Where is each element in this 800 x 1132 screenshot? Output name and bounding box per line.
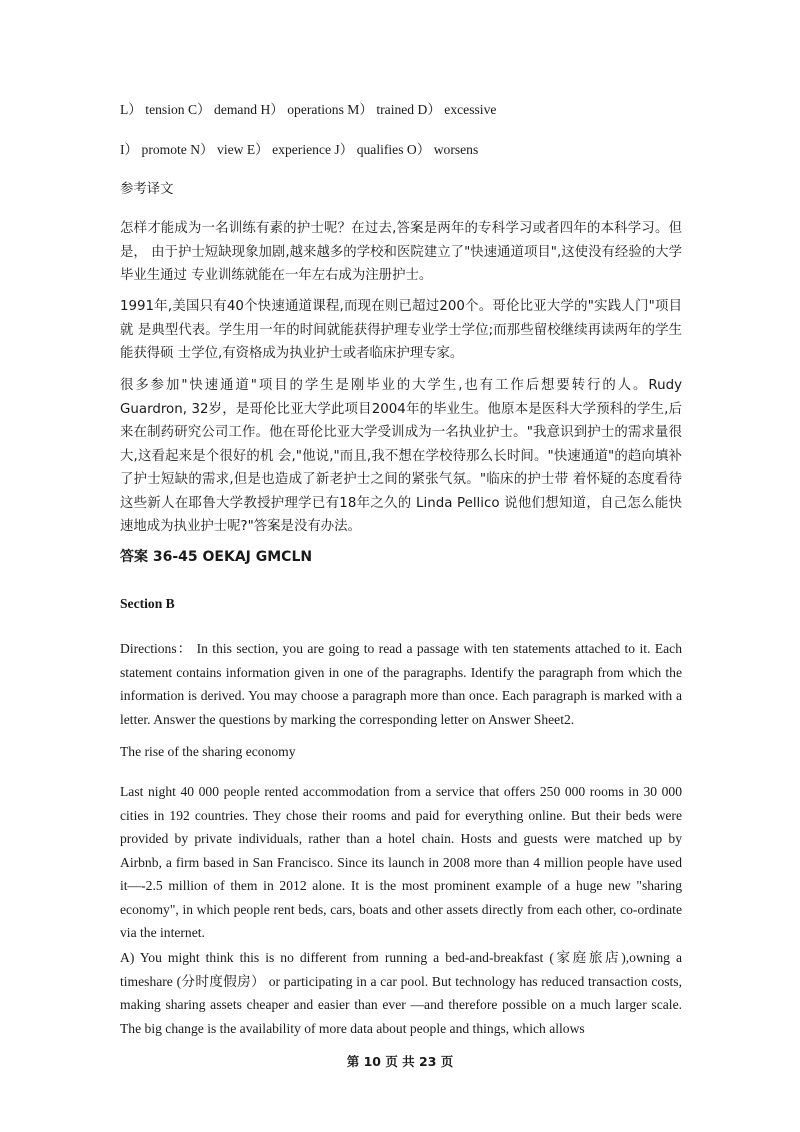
translation-paragraph-2: 1991年,美国只有40个快速通道课程,而现在则已超过200个。哥伦比亚大学的"实践人门"项目就 是典型代表。学生用一年的时间就能获得护理专业学士学位;而那些留校继续再读两年的学生能获得硕 士学位,有资格成为执业护士或者临床护理专家。 bbox=[120, 299, 682, 361]
answer-key: 答案 36-45 OEKAJ GMCLN bbox=[120, 549, 313, 565]
passage-intro-paragraph: Last night 40 000 people rented accommodation from a service that offers 250 000 rooms in 30 000 cities in 192 countries. They chose their rooms and paid for everything online. But their beds were provided by private individuals, rather than a hotel chain. Hosts and guests were matched up by Airbnb, a firm based in San Francisco. Since its launch in 2008 more than 4 million people have used it—-2.5 million of them in 2012 alone. It is the most prominent example of a huge new "sharing economy", in which people rent beds, cars, boats and other assets directly from each other, co-ordinate via the internet. bbox=[120, 784, 682, 940]
passage-title: The rise of the sharing economy bbox=[120, 744, 296, 759]
page-number-footer: 第 10 页 共 23 页 bbox=[346, 1054, 454, 1069]
directions-paragraph: Directions： In this section, you are going to read a passage with ten statements attached to it. Each statement contains information given in one of the paragraphs. Identify the paragraph from which the information is derived. You may choose a paragraph more than once. Each paragraph is marked with a letter. Answer the questions by marking the corresponding letter on Answer Sheet2. bbox=[120, 641, 682, 727]
translation-heading: 参考译文 bbox=[120, 182, 174, 197]
translation-paragraph-3: 很多参加"快速通道"项目的学生是刚毕业的大学生,也有工作后想要转行的人。Rudy Guardron, 32岁，是哥伦比亚大学此项目2004年的毕业生。他原本是医科大学预科的学生,后来在制药研究公司工作。他在哥伦比亚大学受训成为一名执业护士。"我意识到护士的需求量很大,这看起来是个很好的机 会,"他说,"而且,我不想在学校待那么长时间。"快速通道"的趋向填补了护士短缺的需求,但是也造成了新老护士之间的紧张气氛。"临床的护士带 着怀疑的态度看待这些新人在耶鲁大学教授护理学已有18年之久的 Linda Pellico 说他们想知道，自己怎么能快速地成为执业护士呢?"答案是没有办法。 bbox=[120, 378, 682, 534]
passage-paragraph-a: A) You might think this is no different from running a bed-and-breakfast (家庭旅店),owning a timeshare (分时度假房） or participating in a car pool. But technology has reduced transaction costs, making sharing assets cheaper and easier than ever —and therefore possible on a much larger scale. The big change is the availability of more data about people and things, which allows bbox=[120, 950, 682, 1036]
options-row-2: I） promote N） view E） experience J） qualifies O） worsens bbox=[120, 142, 479, 157]
section-title: Section B bbox=[120, 596, 175, 611]
translation-paragraph-1: 怎样才能成为一名训练有素的护士呢？在过去,答案是两年的专科学习或者四年的本科学习。但是， 由于护士短缺现象加剧,越来越多的学校和医院建立了"快速通道项目",这使没有经验的大学毕业生通过 专业训练就能在一年左右成为注册护士。 bbox=[120, 221, 682, 283]
options-row-1: L） tension C） demand H） operations M） trained D） excessive bbox=[120, 102, 497, 117]
